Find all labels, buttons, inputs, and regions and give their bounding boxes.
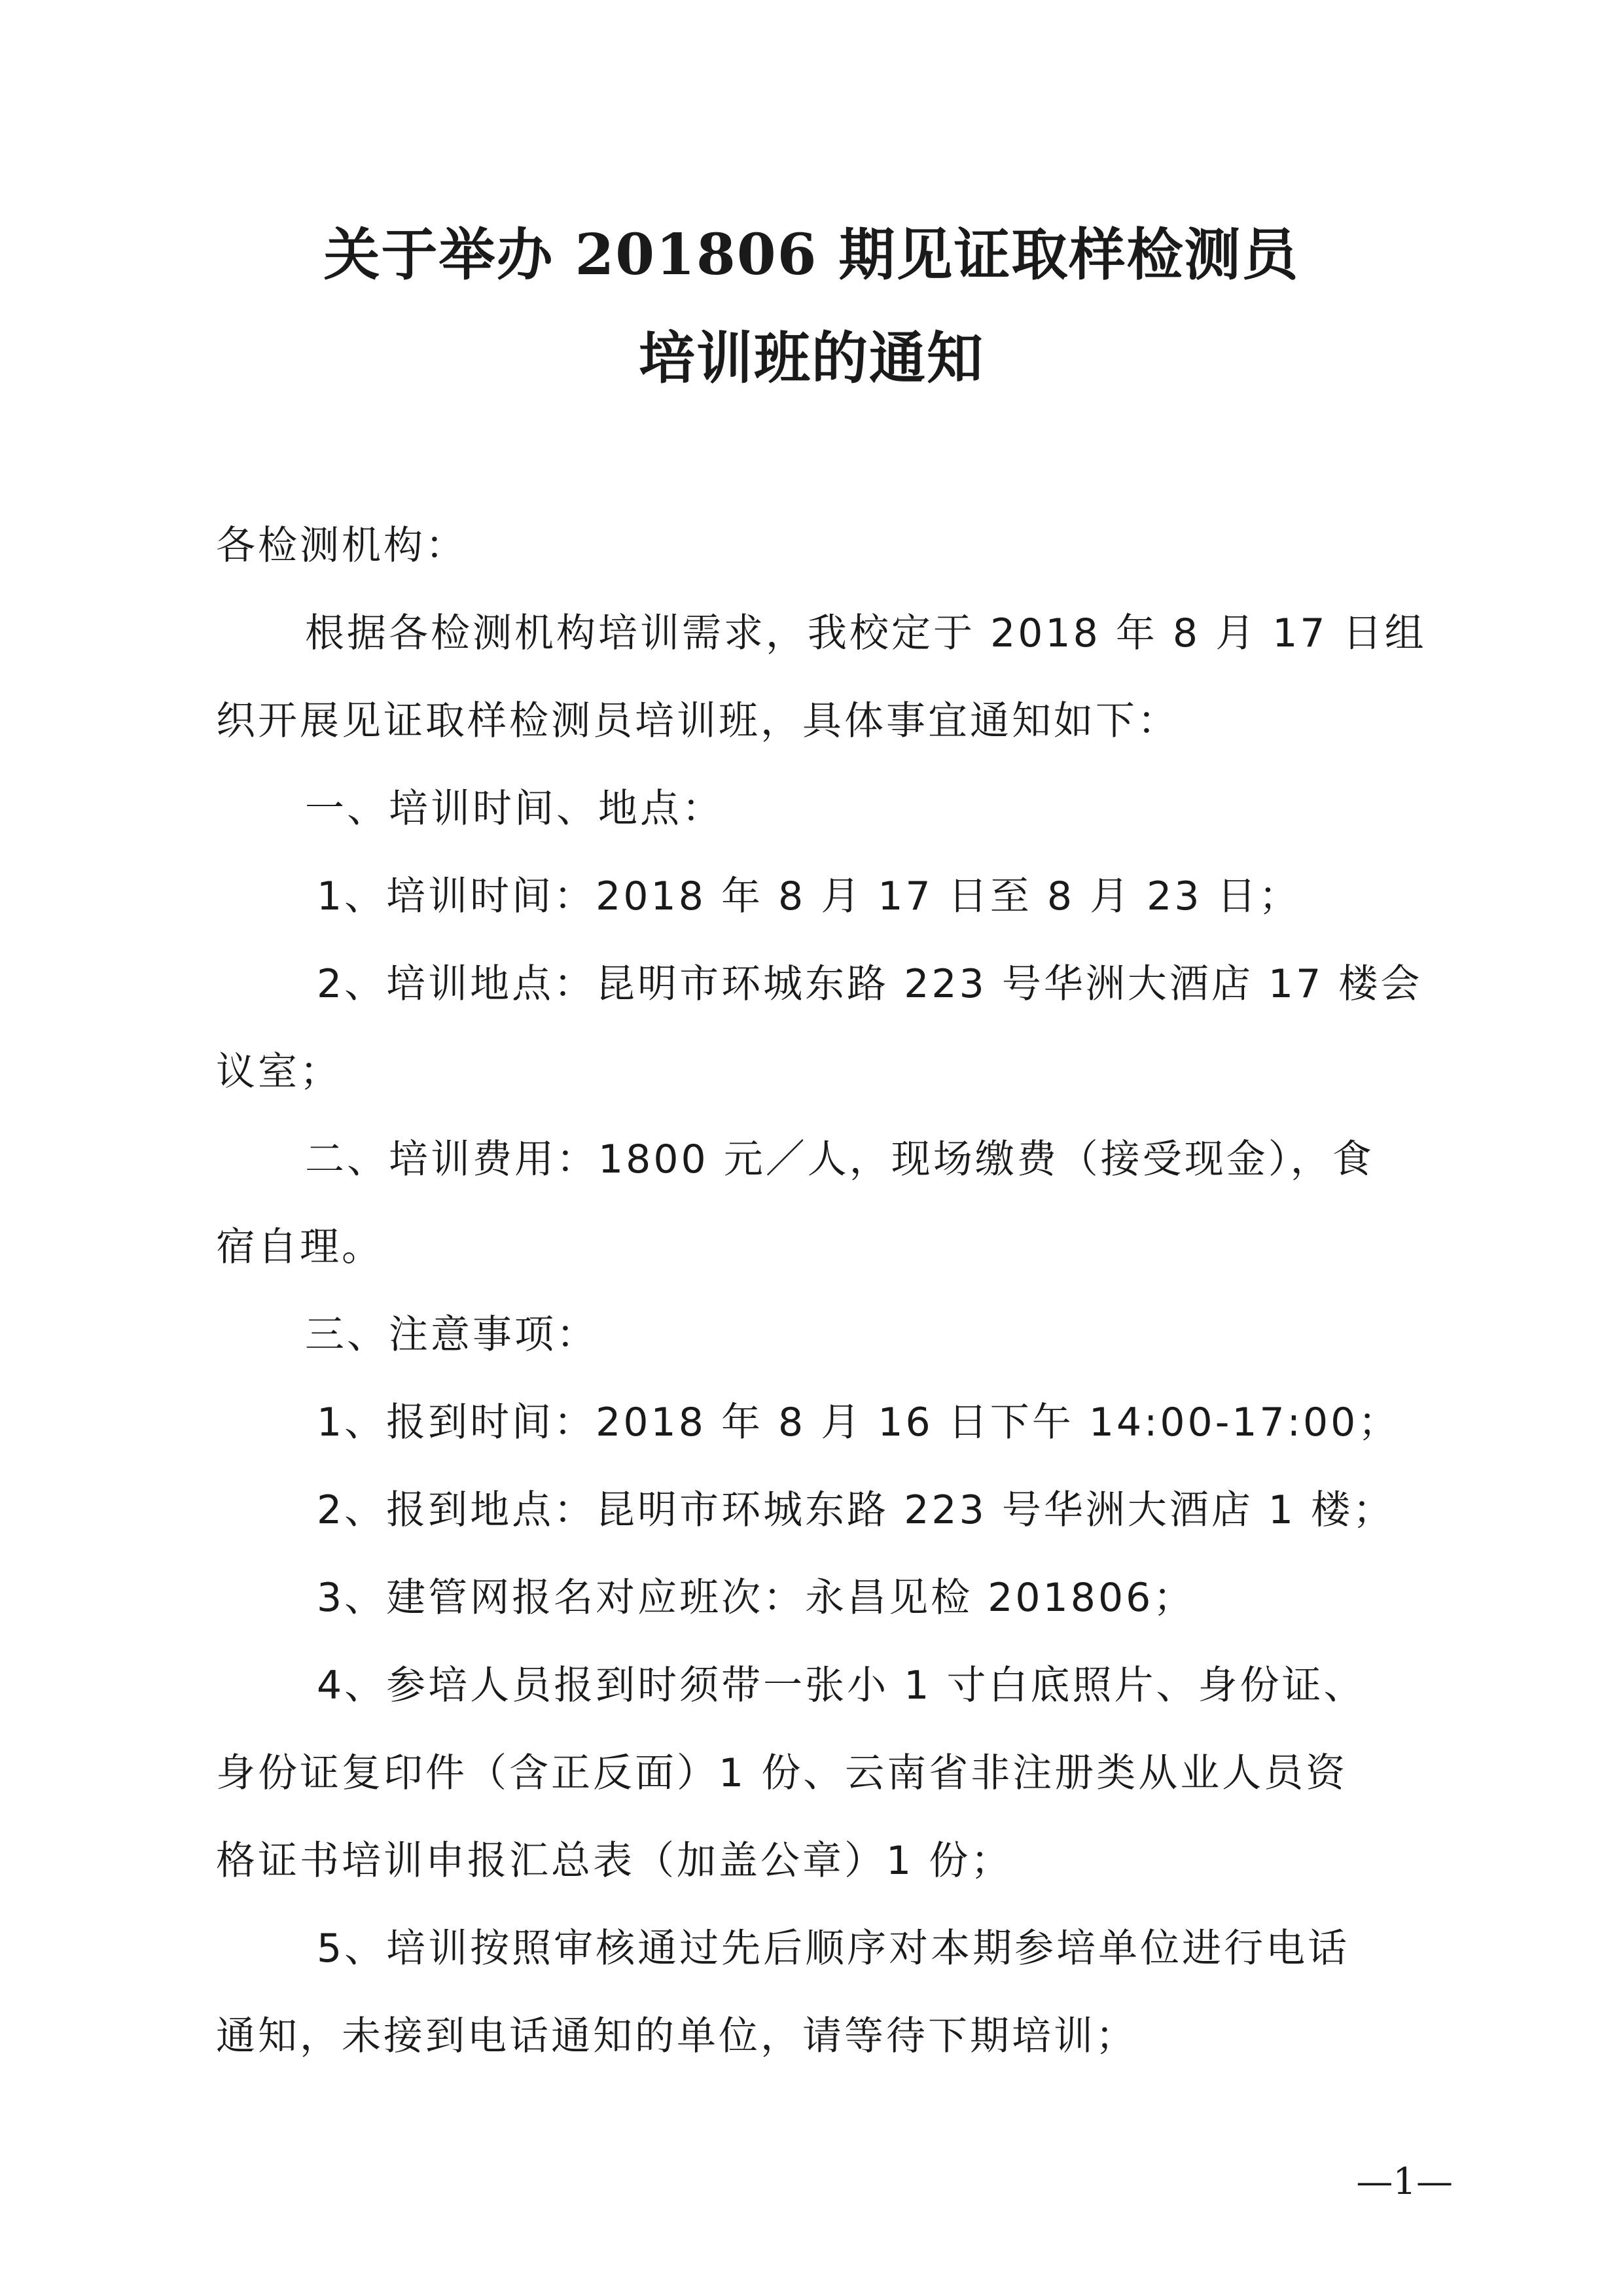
intro-paragraph-line-1: 根据各检测机构培训需求，我校定于 2018 年 8 月 17 日组 xyxy=(305,610,1427,656)
document-title-line-2: 培训班的通知 xyxy=(639,325,984,391)
document-title-line-1: 关于举办 201806 期见证取样检测员 xyxy=(323,222,1300,288)
section-2-line-2: 宿自理。 xyxy=(216,1224,383,1270)
section-1-item-1: 1、培训时间：2018 年 8 月 17 日至 8 月 23 日； xyxy=(317,874,1301,919)
section-3-item-5-line-2: 通知，未接到电话通知的单位，请等待下期培训； xyxy=(216,2013,1137,2059)
section-3-item-4-line-3: 格证书培训申报汇总表（加盖公章）1 份； xyxy=(216,1838,1013,1884)
page-number: —1— xyxy=(1356,2161,1453,2203)
salutation: 各检测机构： xyxy=(216,523,467,569)
section-3-item-5-line-1: 5、培训按照审核通过先后顺序对本期参培单位进行电话 xyxy=(317,1926,1350,1971)
section-3-item-2: 2、报到地点：昆明市环城东路 223 号华洲大酒店 1 楼； xyxy=(317,1487,1395,1533)
section-1-heading: 一、培训时间、地点： xyxy=(305,786,724,832)
section-3-item-1: 1、报到时间：2018 年 8 月 16 日下午 14:00-17:00； xyxy=(317,1400,1400,1445)
section-1-item-2-line-2: 议室； xyxy=(216,1049,342,1095)
section-1-item-2-line-1: 2、培训地点：昆明市环城东路 223 号华洲大酒店 17 楼会 xyxy=(317,961,1423,1007)
section-3-item-3: 3、建管网报名对应班次：永昌见检 201806； xyxy=(317,1575,1196,1621)
section-3-item-4-line-1: 4、参培人员报到时须带一张小 1 寸白底照片、身份证、 xyxy=(317,1663,1366,1708)
section-3-heading: 三、注意事项： xyxy=(305,1312,598,1358)
section-3-item-4-line-2: 身份证复印件（含正反面）1 份、云南省非注册类从业人员资 xyxy=(216,1750,1348,1796)
section-2-line-1: 二、培训费用：1800 元／人，现场缴费（接受现金），食 xyxy=(305,1137,1374,1182)
intro-paragraph-line-2: 织开展见证取样检测员培训班，具体事宜通知如下： xyxy=(216,698,1179,744)
